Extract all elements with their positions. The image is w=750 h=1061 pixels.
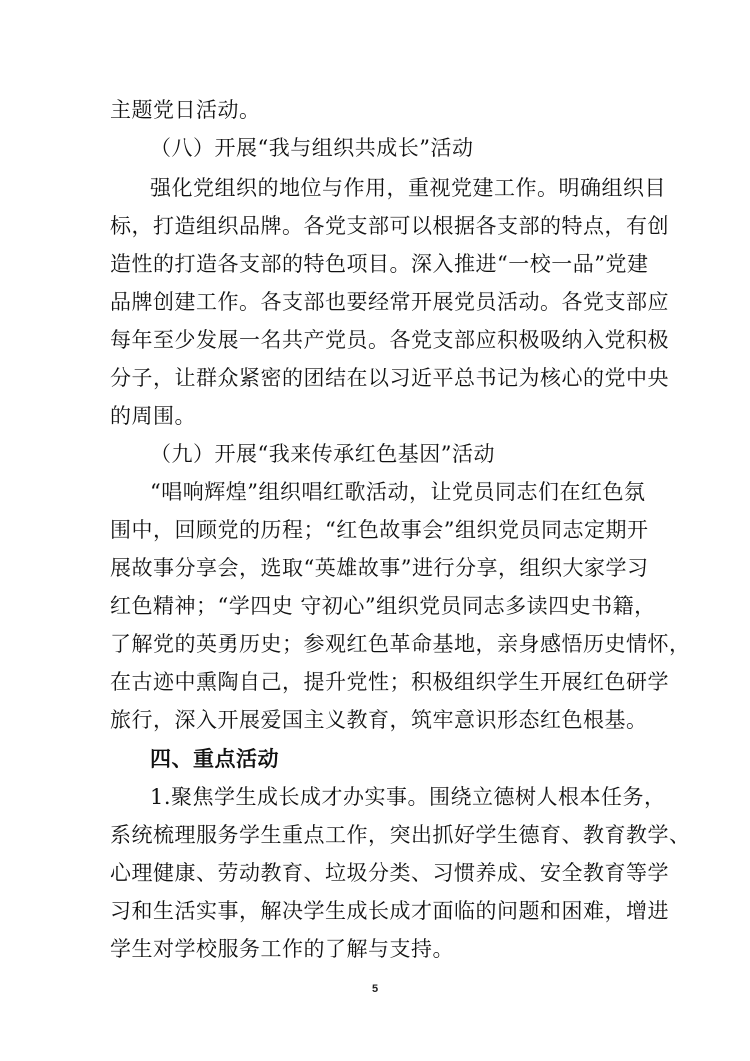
paragraph-line: 展故事分享会，选取“英雄故事”进行分享，组织大家学习 — [110, 556, 649, 580]
paragraph-line: 心理健康、劳动教育、垃圾分类、习惯养成、安全教育等学 — [110, 861, 669, 885]
paragraph-line: 了解党的英勇历史；参观红色革命基地，亲身感悟历史情怀， — [110, 632, 691, 656]
paragraph-line: 习和生活实事，解决学生成长成才面临的问题和困难，增进 — [110, 899, 669, 923]
paragraph-line: 旅行，深入开展爱国主义教育，筑牢意识形态红色根基。 — [110, 708, 648, 732]
paragraph-line: 造性的打造各支部的特色项目。深入推进“一校一品”党建 — [110, 252, 649, 276]
paragraph-line: 标，打造组织品牌。各党支部可以根据各支部的特点，有创 — [110, 214, 669, 238]
section-heading-8: （八）开展“我与组织共成长”活动 — [150, 136, 474, 160]
paragraph-line: 围中，回顾党的历程；“红色故事会”组织党员同志定期开 — [110, 518, 649, 542]
section-heading-9: （九）开展“我来传承红色基因”活动 — [150, 442, 495, 466]
paragraph-line: 红色精神；“学四史 守初心”组织党员同志多读四史书籍， — [110, 594, 656, 618]
paragraph-line: 1.聚焦学生成长成才办实事。围绕立德树人根本任务， — [150, 785, 666, 809]
paragraph-line: 系统梳理服务学生重点工作，突出抓好学生德育、教育教学、 — [110, 823, 691, 847]
section-heading-4: 四、重点活动 — [150, 746, 279, 771]
paragraph-line: 学生对学校服务工作的了解与支持。 — [110, 937, 454, 961]
paragraph-line: 分子，让群众紧密的团结在以习近平总书记为核心的党中央 — [110, 366, 669, 390]
paragraph-line: 主题党日活动。 — [110, 98, 261, 122]
paragraph-line: 在古迹中熏陶自己，提升党性；积极组织学生开展红色研学 — [110, 670, 669, 694]
paragraph-line: “唱响辉煌”组织唱红歌活动，让党员同志们在红色氛 — [150, 480, 646, 504]
paragraph-line: 的周围。 — [110, 404, 196, 428]
paragraph-line: 品牌创建工作。各支部也要经常开展党员活动。各党支部应 — [110, 290, 669, 314]
paragraph-line: 每年至少发展一名共产党员。各党支部应积极吸纳入党积极 — [110, 328, 669, 352]
page-number: 5 — [371, 983, 379, 995]
paragraph-line: 强化党组织的地位与作用，重视党建工作。明确组织目 — [150, 176, 666, 200]
